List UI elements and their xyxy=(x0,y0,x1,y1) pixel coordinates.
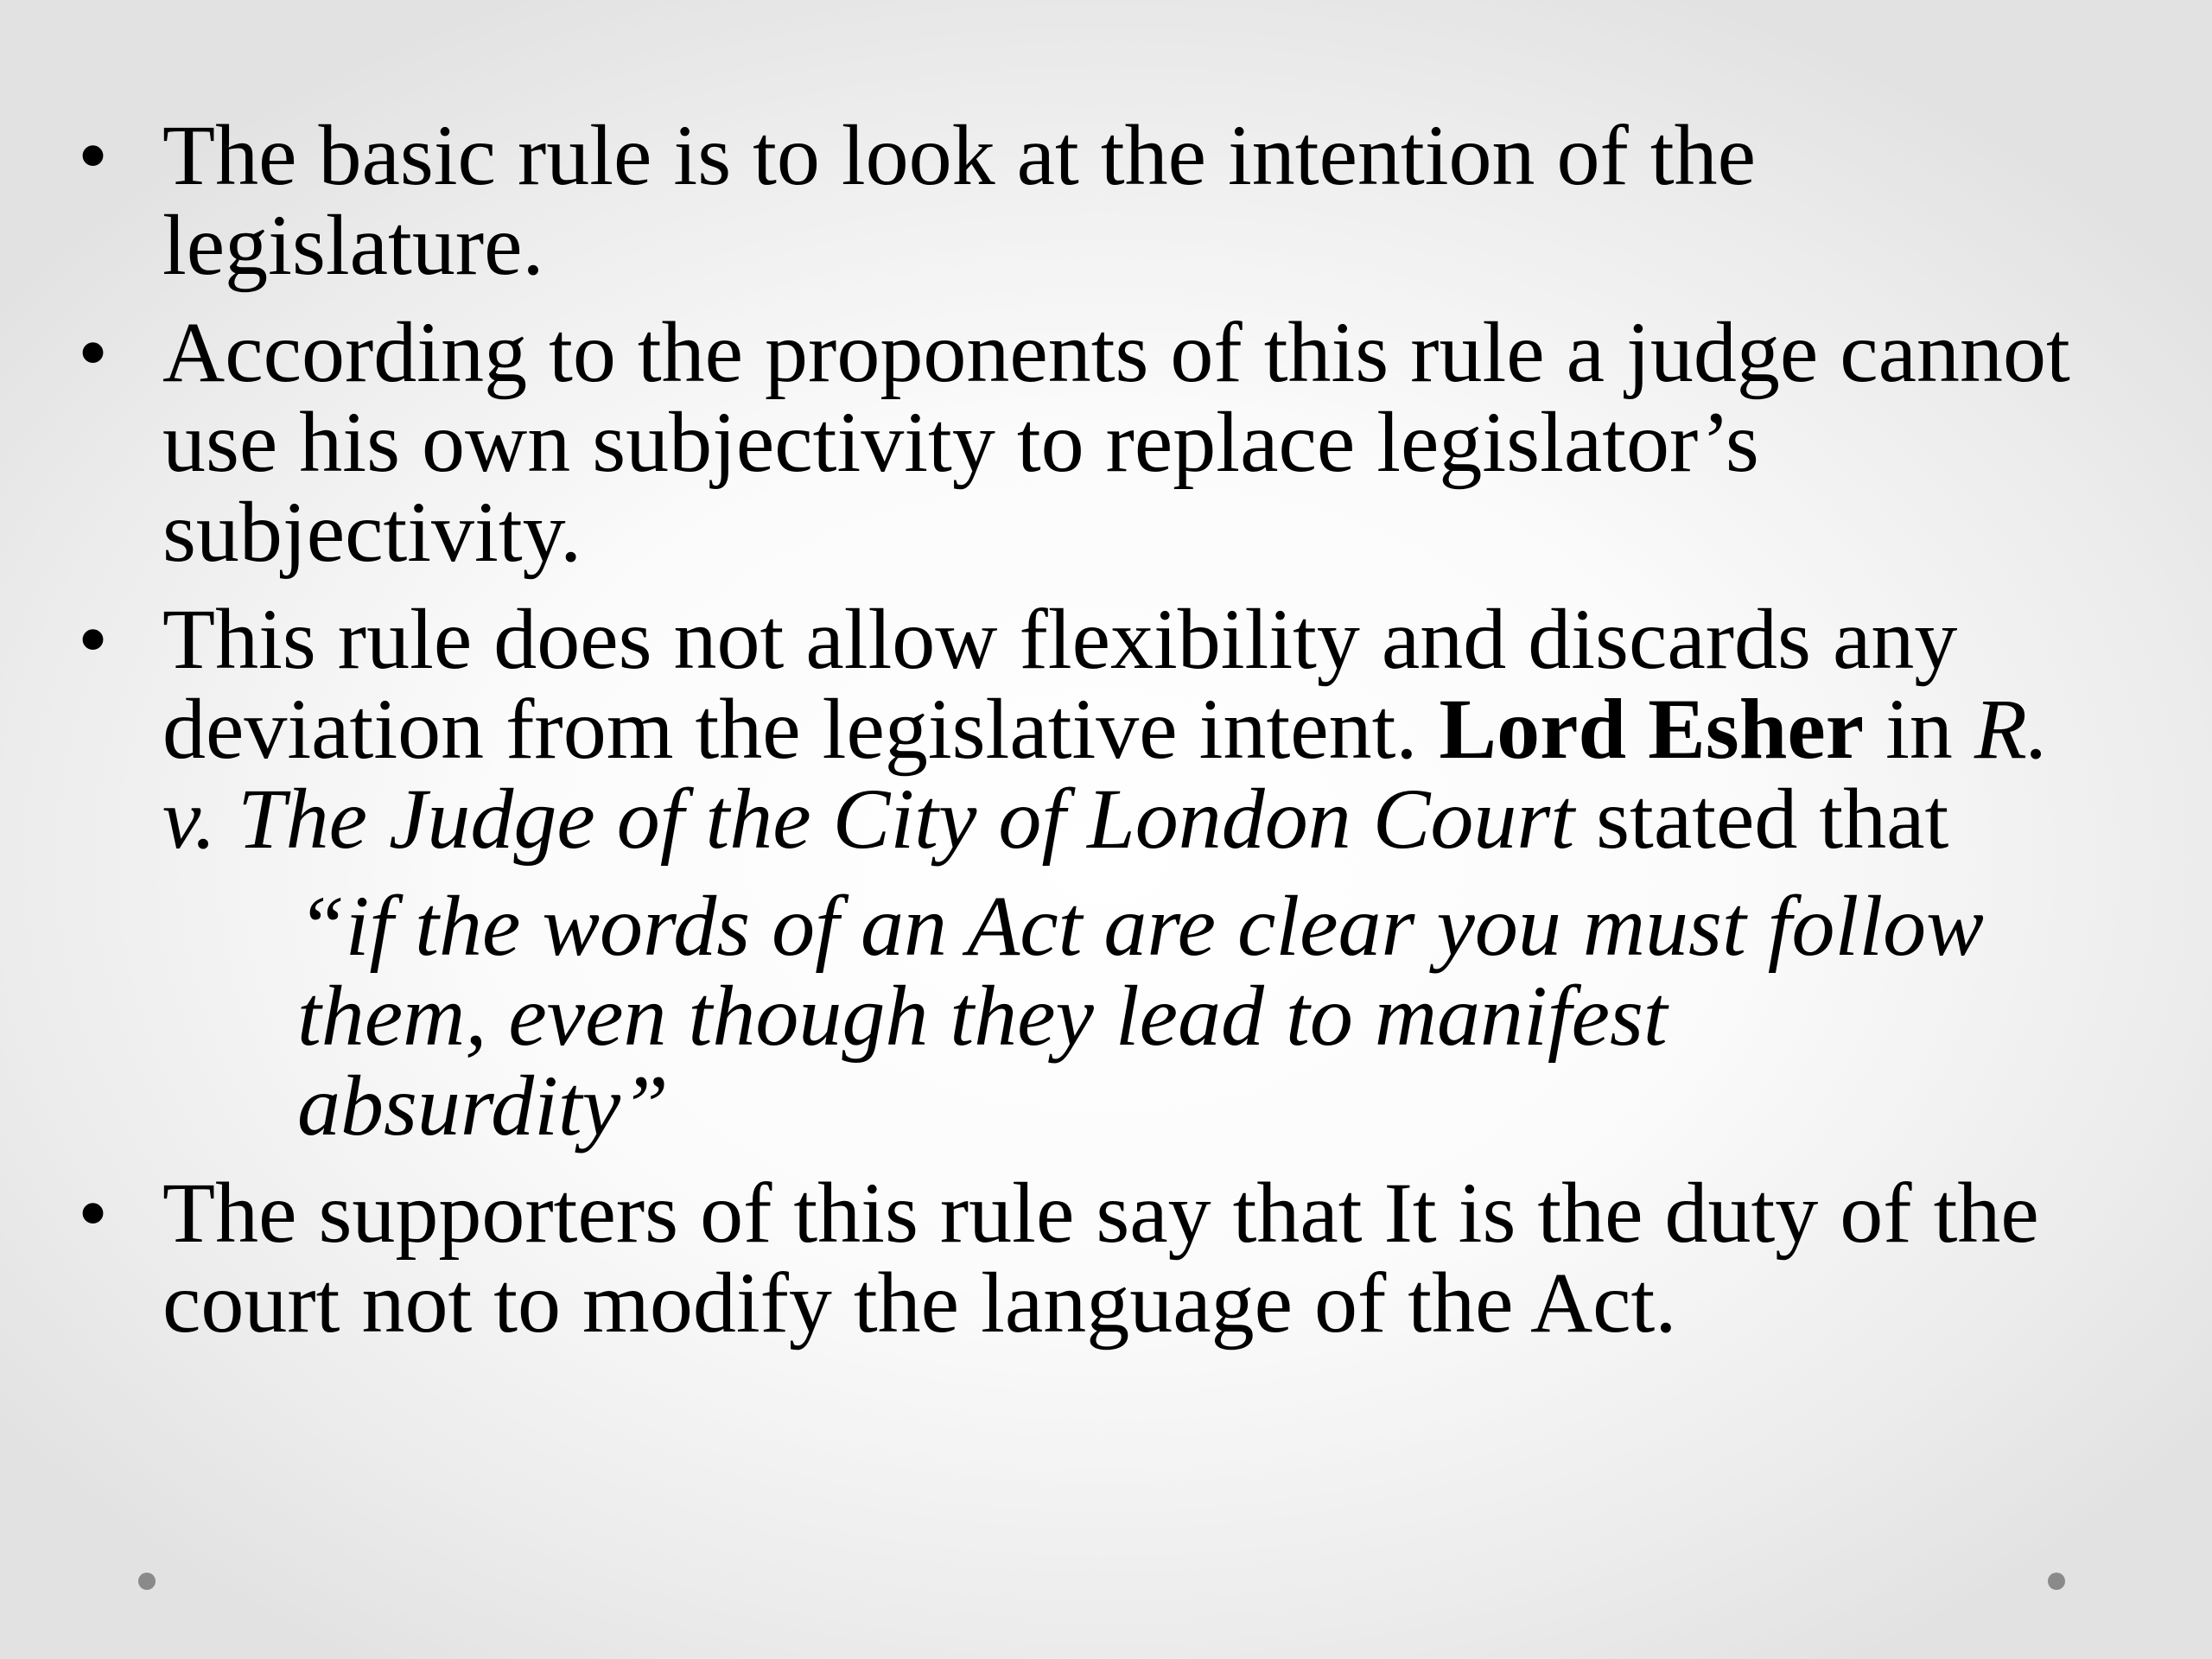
bullet-dot: • xyxy=(78,1165,109,1261)
block-quote: “if the words of an Act are clear you must follow them, even though they lead to manifest absurdity” xyxy=(297,878,1984,1154)
bullet-list xyxy=(78,107,2107,1365)
bullet-text: This rule does not allow flexibility and discards any deviation from the legislative intent. xyxy=(162,591,1958,777)
bullet-item-proponents xyxy=(78,304,2107,580)
bullet-item-supporters xyxy=(78,1165,2107,1351)
bullet-text-connector: in xyxy=(1864,681,1974,777)
bullet-dot: • xyxy=(78,107,109,203)
footer-dot-left xyxy=(138,1573,156,1590)
bullet-text-tail: stated that xyxy=(1574,771,1949,867)
bullet-item-flexibility xyxy=(78,591,2107,1154)
bullet-dot: • xyxy=(78,591,109,687)
bullet-text: According to the proponents of this rule a judge cannot use his own subjectivity to replace legislator’s subjectivity. xyxy=(162,304,2070,580)
footer-dot-right xyxy=(2048,1573,2065,1590)
judge-name: Lord Esher xyxy=(1439,681,1865,777)
bullet-item-intention xyxy=(78,107,2107,293)
case-name: R. v. The Judge of the City of London Court xyxy=(162,681,2049,867)
bullet-text: The supporters of this rule say that It is the duty of the court not to modify the language of the Act. xyxy=(162,1165,2039,1351)
bullet-text: The basic rule is to look at the intention of the legislature. xyxy=(162,107,1756,293)
bullet-dot: • xyxy=(78,304,109,400)
